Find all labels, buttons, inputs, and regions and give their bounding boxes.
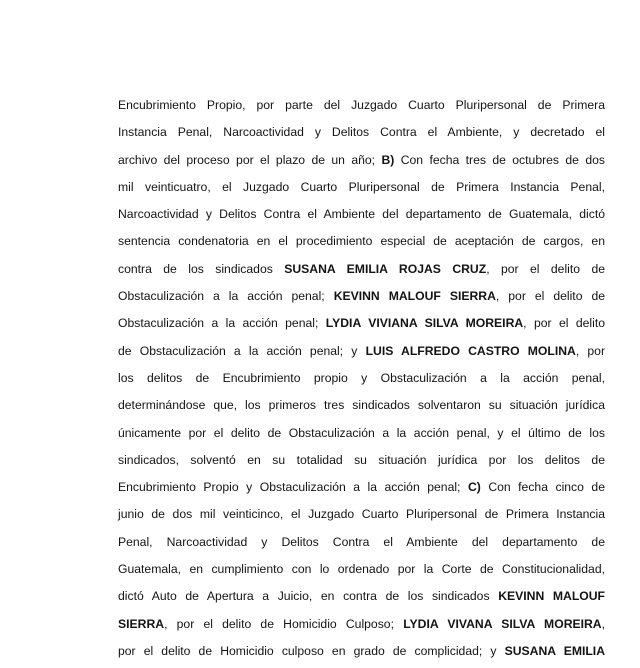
line-text: , — [601, 616, 605, 631]
paragraph-line — [118, 231, 605, 258]
paragraph-line — [118, 450, 605, 477]
defendant-name: SUSANA EMILIA ROJAS CRUZ — [284, 261, 487, 276]
paragraph-line — [118, 641, 605, 668]
line-text: junio de dos mil veinticinco, el Juzgado Cuarto Pluripersonal de Primera Instancia — [118, 507, 605, 522]
line-text: Penal, Narcoactividad y Delitos Contra el Ambiente del departamento de — [118, 534, 605, 549]
line-text: mil veinticuatro, el Juzgado Cuarto Pluripersonal de Primera Instancia Penal, — [118, 179, 605, 194]
section-marker: C) — [467, 480, 481, 495]
line-text: Encubrimiento Propio, por parte del Juzgado Cuarto Pluripersonal de Primera — [118, 98, 605, 112]
line-text: dictó Auto de Apertura a Juicio, en contra de los sindicados — [118, 589, 490, 604]
line-text: determinándose que, los primeros tres sindicados solventaron su situación jurídica — [118, 398, 605, 413]
line-text: sindicados, solventó en su totalidad su situación jurídica por los delitos de — [118, 452, 605, 467]
line-text: , por — [575, 343, 605, 358]
paragraph-line — [118, 614, 605, 641]
line-text: , por el delito de Homicidio Culposo; — [164, 616, 394, 631]
line-text: los delitos de Encubrimiento propio y Obstaculización a la acción penal, — [118, 370, 605, 385]
paragraph-line — [118, 259, 605, 286]
line-text: Obstaculización a la acción penal; — [118, 316, 319, 331]
paragraph-line — [118, 559, 605, 586]
line-text: archivo del proceso por el plazo de un año; — [118, 152, 376, 167]
line-text: Instancia Penal, Narcoactividad y Delitos Contra el Ambiente, y decretado el — [118, 125, 605, 140]
defendant-name: SUSANA EMILIA — [504, 643, 605, 658]
paragraph-line — [118, 95, 605, 122]
line-text: Con fecha tres de octubres de dos — [400, 152, 605, 167]
line-text: Encubrimiento Propio y Obstaculización a la acción penal; — [118, 480, 461, 495]
line-text: , por el delito de — [495, 289, 606, 304]
paragraph-line — [118, 286, 605, 313]
paragraph-line — [118, 423, 605, 450]
defendant-name: KEVINN MALOUF SIERRA — [333, 289, 496, 304]
section-marker: B) — [381, 152, 395, 167]
line-text: por el delito de Homicidio culposo en grado de complicidad; y — [118, 643, 497, 658]
line-text: Guatemala, en cumplimiento con lo ordenado por la Corte de Constitucionalidad, — [118, 562, 605, 577]
paragraph-line — [118, 150, 605, 177]
line-text: Narcoactividad y Delitos Contra el Ambiente del departamento de Guatemala, dictó — [118, 207, 605, 222]
defendant-name: LUIS ALFREDO CASTRO MOLINA — [365, 343, 576, 358]
paragraph-line — [118, 341, 605, 368]
paragraph-line — [118, 313, 605, 340]
paragraph-line — [118, 532, 605, 559]
document-body — [118, 95, 605, 668]
paragraph-line — [118, 477, 605, 504]
paragraph-line — [118, 177, 605, 204]
paragraph-line — [118, 204, 605, 231]
line-text: Obstaculización a la acción penal; — [118, 289, 325, 304]
defendant-name: SIERRA — [118, 616, 165, 631]
defendant-name: LYDIA VIVANA SILVA MOREIRA — [403, 616, 602, 631]
defendant-name: LYDIA VIVIANA SILVA MOREIRA — [325, 316, 524, 331]
paragraph-line — [118, 504, 605, 531]
paragraph-line — [118, 122, 605, 149]
line-text: contra de los sindicados — [118, 261, 273, 276]
line-text: Con fecha cinco de — [488, 480, 605, 495]
paragraph-line — [118, 586, 605, 613]
line-text: , por el delito — [523, 316, 606, 331]
defendant-name: KEVINN MALOUF — [498, 589, 606, 604]
line-text: sentencia condenatoria en el procedimiento especial de aceptación de cargos, en — [118, 234, 605, 249]
line-text: , por el delito de — [486, 261, 606, 276]
line-text: únicamente por el delito de Obstaculización a la acción penal, y el último de los — [118, 425, 605, 440]
line-text: de Obstaculización a la acción penal; y — [118, 343, 358, 358]
paragraph-line — [118, 395, 605, 422]
paragraph-line — [118, 368, 605, 395]
